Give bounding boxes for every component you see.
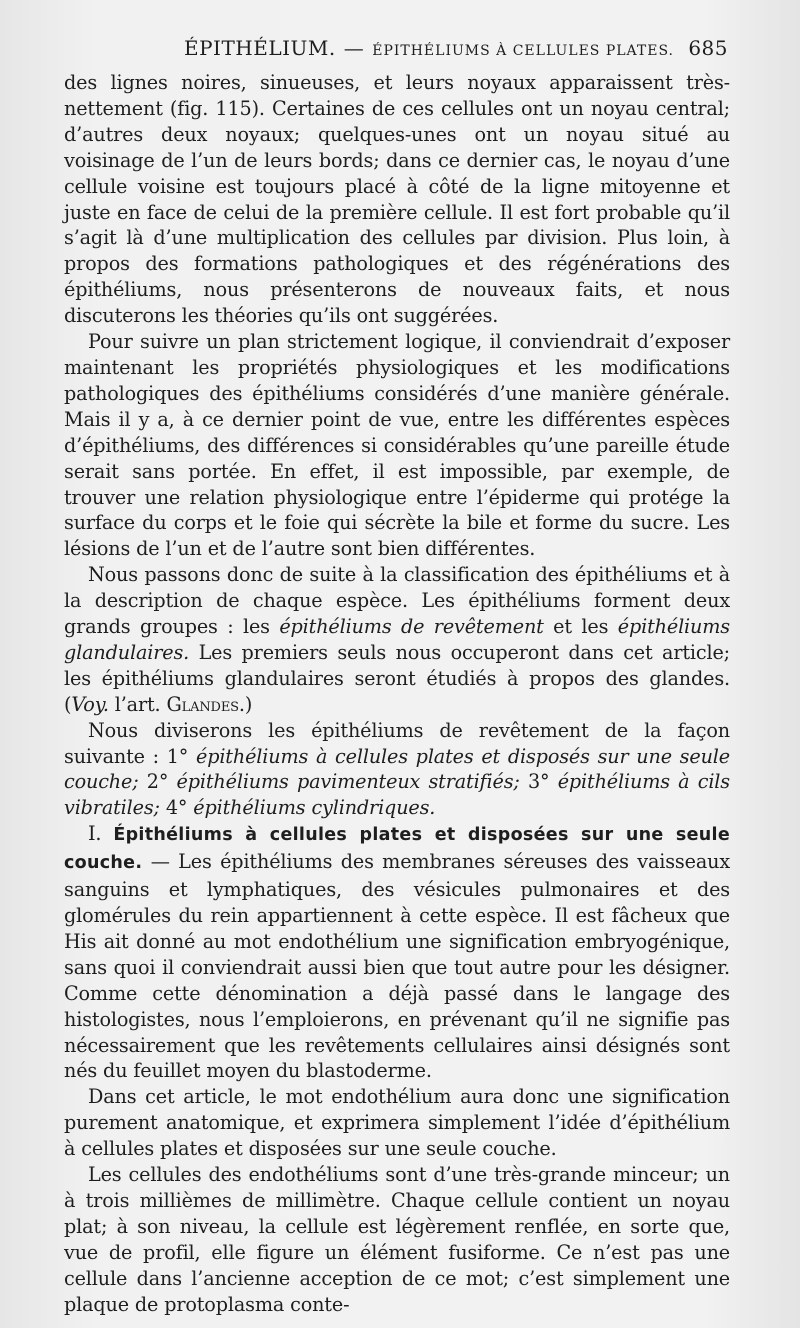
running-head-separator: — xyxy=(343,36,365,60)
paragraph-text: et les xyxy=(543,615,618,639)
paragraph-classification xyxy=(64,562,730,717)
paragraph-definition: Dans cet article, le mot endothélium aura donc une signification purement anatomique, et exprimera simplement l’idée d’épithélium à cellules plates et disposées sur une seule couche. xyxy=(64,1085,730,1161)
paragraph-text: 4° xyxy=(159,796,194,820)
paragraph-text: ) xyxy=(244,692,253,716)
section-heading-paragraph xyxy=(64,821,730,1084)
paragraph-text: Les premiers seuls nous occuperont dans cet article; les épithéliums glandulaires seront étudiés à propos des glandes. ( xyxy=(64,640,730,716)
italic-term: épithéliums cylindriques. xyxy=(193,796,436,820)
paragraph-text: — Les épithéliums des membranes séreuses des vaisseaux sanguins et lymphatiques, des vésicules pulmonaires et des glomérules du rein appartiennent à cette espèce. Il est fâcheux que His ait donné au mot endothélium une signification embryogénique, sans quoi il conviendrait aussi bien que tout autre pour les désigner. Comme cette dénomination a déjà passé dans le langage des histologistes, nous l’emploierons, en prévenant qu’il ne signifie pas nécessairement que les revêtements cellulaires ainsi désignés sont nés du feuillet moyen du blastoderme. xyxy=(64,850,730,1083)
cross-reference: Glandes. xyxy=(166,692,245,716)
body-text xyxy=(64,70,730,1318)
section-title: Épithéliums à cellules plates et disposées sur une seule couche. xyxy=(64,825,730,874)
paragraph-text: Nous diviserons les épithéliums de revêtement de la façon suivante : 1° xyxy=(64,718,730,768)
paragraph-cells: Les cellules des endothéliums sont d’une très-grande minceur; un à trois millièmes de millimètre. Chaque cellule contient un noyau plat; à son niveau, la cellule est légèrement renflée, en sorte que, vue de profil, elle figure un élément fusiforme. Ce n’est pas une cellule dans l’ancienne acception de ce mot; c’est simplement une plaque de protoplasma conte- xyxy=(64,1163,730,1316)
page-number: 685 xyxy=(688,36,728,60)
paragraph-text: 3° xyxy=(519,770,558,794)
paragraph-physiology: Pour suivre un plan strictement logique, il conviendrait d’exposer maintenant les propriétés physiologiques et les modifications pathologiques des épithéliums considérés d’une manière générale. Mais il y a, à ce dernier point de vue, entre les différentes espèces d’épithéliums, des différences si considérables qu’une pareille étude serait sans portée. En effet, il est impossible, par exemple, de trouver une relation physiologique entre l’épiderme qui protége la surface du corps et le foie qui sécrète la bile et forme du sucre. Les lésions de l’un et de l’autre sont bien différentes. xyxy=(64,330,730,561)
paragraph-text: Nous passons donc de suite à la classification des épithéliums et à la description de chaque espèce. Les épithéliums forment deux grands groupes : les xyxy=(64,563,730,639)
italic-term: épithéliums à cellules plates et disposés sur une seule couche; xyxy=(64,744,730,794)
paragraph-continuation: des lignes noires, sinueuses, et leurs noyaux apparaissent très-nettement (fig. 115). Certaines de ces cellules ont un noyau central; d’autres deux noyaux; quelques-unes ont un noyau situé au voisinage de l’un de leurs bords; dans ce dernier cas, le noyau d’une cellule voisine est toujours placé à côté de la ligne mitoyenne et juste en face de celui de la première cellule. Il est fort probable qu’il s’agit là d’une multiplication des cellules par division. Plus loin, à propos des formations pathologiques et des régénérations des épithéliums, nous présenterons de nouveaux faits, et nous discuterons les théories qu’ils ont suggérées. xyxy=(64,71,730,328)
italic-term: épithéliums à cils vibratiles; xyxy=(64,770,730,820)
running-head-title: ÉPITHÉLIUM. xyxy=(184,36,336,60)
paragraph-division xyxy=(64,718,730,822)
paragraph-text: 2° xyxy=(138,770,177,794)
italic-term: épithéliums pavimenteux stratifiés; xyxy=(176,770,520,794)
italic-term: épithéliums de revêtement xyxy=(279,615,544,639)
running-head xyxy=(66,36,730,66)
section-number: I. xyxy=(88,822,102,846)
paragraph-text: l’art. xyxy=(108,692,167,716)
italic-term: épithéliums glandulaires. xyxy=(64,615,730,664)
italic-term: Voy. xyxy=(71,692,109,716)
running-head-text xyxy=(184,36,674,60)
running-head-subtitle: ÉPITHÉLIUMS À CELLULES PLATES. xyxy=(372,43,674,59)
